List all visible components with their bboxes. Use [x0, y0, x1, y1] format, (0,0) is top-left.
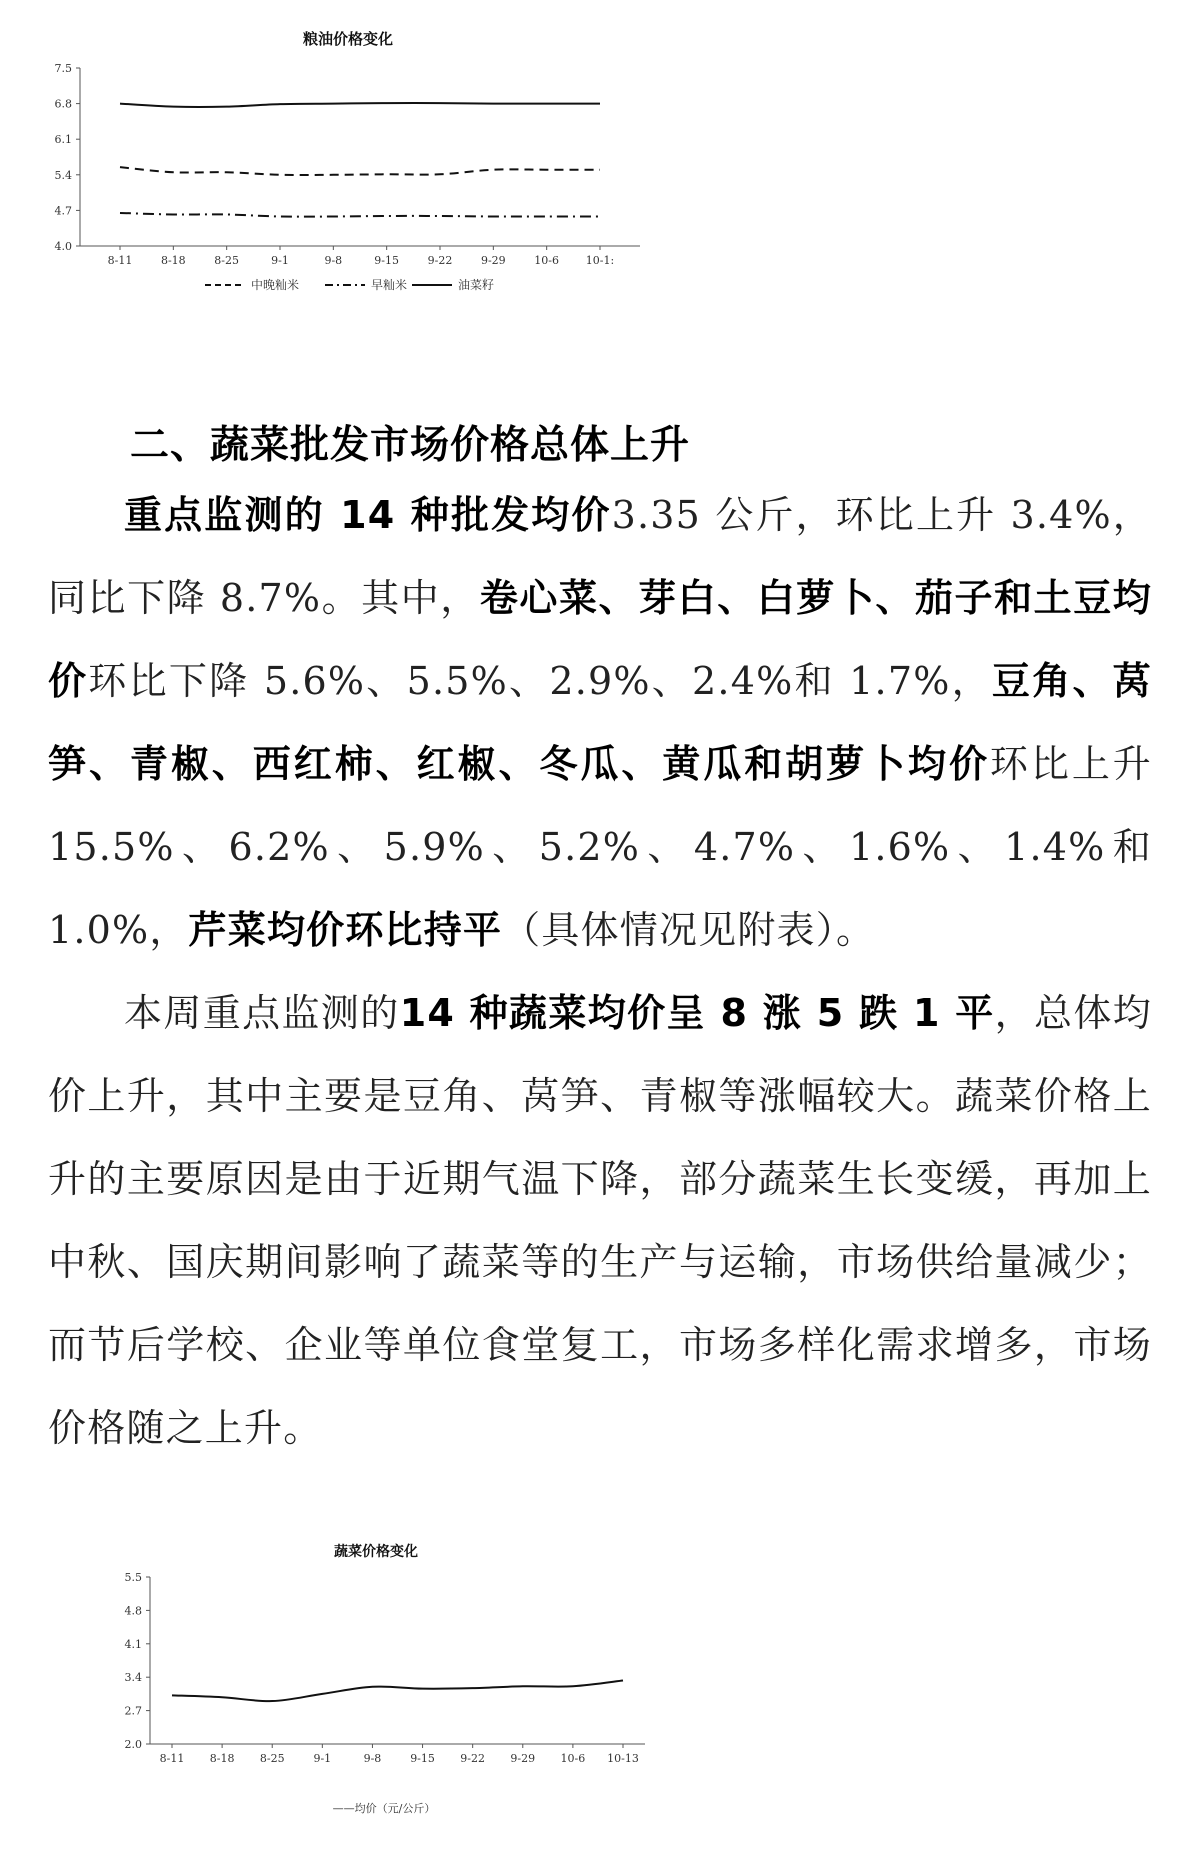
legend-label: 中晚籼米 — [251, 278, 300, 292]
y-tick-label: 3.4 — [124, 1671, 142, 1685]
x-tick-label: 10-6 — [534, 254, 560, 267]
y-tick-label: 5.4 — [54, 168, 72, 182]
x-tick-label: 9-1 — [313, 1752, 332, 1765]
x-tick-label: 9-22 — [427, 254, 453, 267]
y-tick-label: 2.0 — [124, 1738, 142, 1751]
para1-run: 重点监测的 14 种批发均价 — [124, 493, 612, 537]
series-line — [120, 103, 600, 107]
paragraph-vegetable-prices — [48, 474, 1152, 972]
series-line — [120, 167, 600, 175]
x-tick-label: 9-15 — [410, 1752, 435, 1765]
para1-run: 环比上升 15.5%、6.2%、5.9%、5.2%、4.7%、1.6%、1.4%和 1.0%， — [48, 742, 1152, 952]
para1-run: 环比下降 5.6%、5.5%、2.9%、2.4%和 1.7%， — [88, 659, 992, 703]
para2-run: 14 种蔬菜均价呈 8 涨 5 跌 1 平 — [399, 991, 995, 1035]
x-tick-label: 9-29 — [510, 1752, 536, 1765]
y-tick-label: 7.5 — [54, 62, 72, 75]
body-text — [48, 474, 1152, 1470]
x-tick-label: 9-8 — [363, 1752, 382, 1765]
grain-oil-price-chart — [0, 0, 700, 310]
para1-run: 豆角、莴笋、青椒、西红柿、红椒、冬瓜、黄瓜和胡萝卜均价 — [48, 659, 1152, 786]
y-tick-label: 4.1 — [124, 1637, 142, 1651]
chart-title: 蔬菜价格变化 — [334, 1544, 418, 1560]
para2-run: 本周重点监测的 — [124, 991, 400, 1035]
y-tick-label: 4.0 — [54, 240, 72, 253]
x-tick-label: 8-18 — [209, 1752, 235, 1765]
y-tick-label: 2.7 — [124, 1704, 142, 1718]
y-tick-label: 6.8 — [54, 97, 72, 111]
x-tick-label: 9-29 — [480, 254, 506, 267]
section-heading: 二、蔬菜批发市场价格总体上升 — [130, 423, 691, 468]
vegetable-price-chart — [0, 1520, 700, 1855]
x-tick-label: 9-8 — [324, 254, 343, 267]
para1-run: 芹菜均价环比持平 — [188, 908, 503, 952]
y-tick-label: 5.5 — [124, 1571, 142, 1584]
x-tick-label: 8-25 — [259, 1752, 285, 1765]
x-tick-label: 9-15 — [374, 254, 400, 267]
x-tick-label: 10-13 — [607, 1752, 639, 1765]
vegetable-chart-svg — [0, 1520, 700, 1855]
legend-label: ——均价（元/公斤） — [332, 1802, 436, 1815]
x-tick-label: 8-11 — [159, 1752, 185, 1765]
legend-label: 油菜籽 — [458, 278, 495, 292]
para2-run: ，总体均价上升，其中主要是豆角、莴笋、青椒等涨幅较大。蔬菜价格上升的主要原因是由于近期气温下降，部分蔬菜生长变缓，再加上中秋、国庆期间影响了蔬菜等的生产与运输，市场供给量减少；而节后学校、企业等单位食堂复工，市场多样化需求增多，市场价格随之上升。 — [48, 991, 1152, 1450]
x-tick-label: 9-22 — [460, 1752, 486, 1765]
para1-run: 卷心菜、芽白、白萝卜、茄子和土豆均价 — [48, 576, 1152, 703]
para1-run: （具体情况见附表）。 — [502, 908, 876, 952]
y-tick-label: 6.1 — [54, 133, 72, 147]
series-line — [120, 213, 600, 217]
para1-run: 3.35 公斤，环比上升 3.4%，同比下降 8.7%。其中， — [48, 493, 1152, 620]
paragraph-price-analysis — [48, 972, 1152, 1470]
y-tick-label: 4.7 — [54, 204, 72, 218]
x-tick-label: 8-11 — [107, 254, 133, 267]
y-tick-label: 4.8 — [124, 1604, 142, 1618]
x-tick-label: 8-25 — [214, 254, 240, 267]
chart-title: 粮油价格变化 — [302, 30, 394, 48]
x-tick-label: 10-6 — [560, 1752, 586, 1765]
series-line — [172, 1681, 623, 1702]
x-tick-label: 9-1 — [271, 254, 289, 267]
grain-oil-chart-svg — [0, 0, 700, 310]
x-tick-label: 8-18 — [160, 254, 186, 267]
x-tick-label: 10-1: — [585, 254, 615, 267]
legend-label: 早籼米 — [371, 278, 408, 292]
